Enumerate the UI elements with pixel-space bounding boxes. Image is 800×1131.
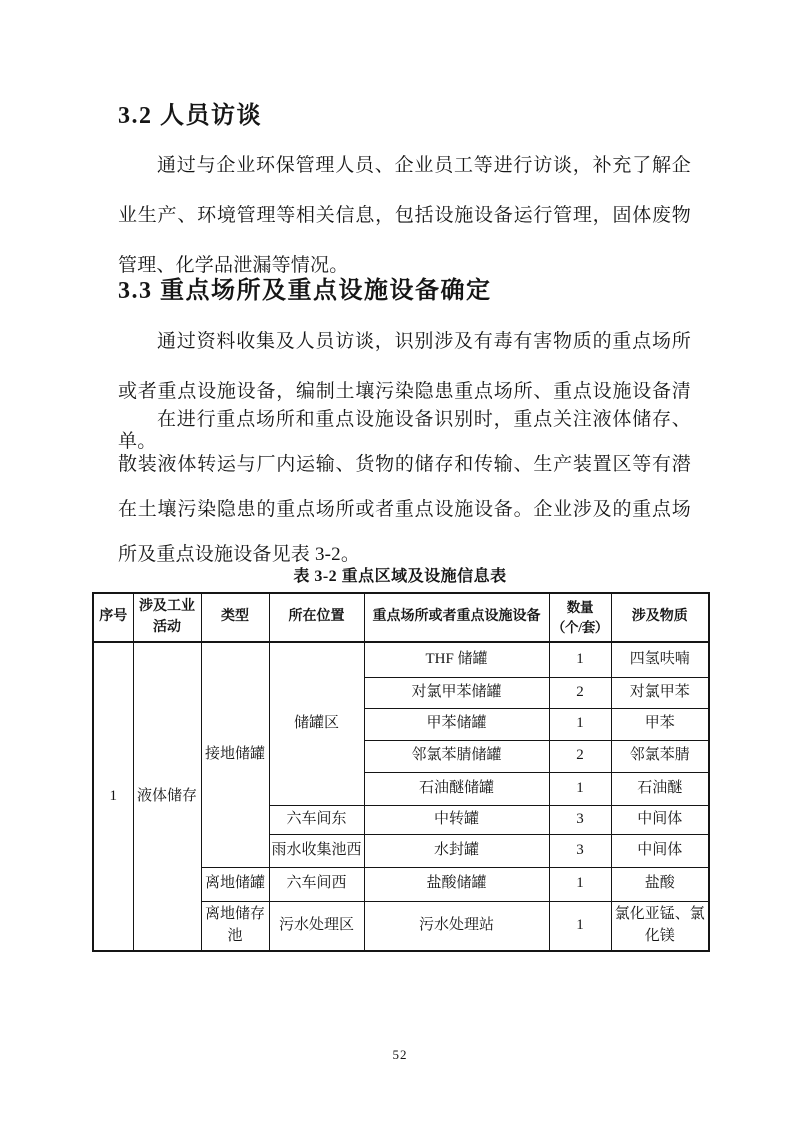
header-cell-activity: 涉及工业 活动	[133, 593, 201, 642]
cell-substance: 对氯甲苯	[611, 677, 709, 708]
table-header-row	[93, 593, 709, 642]
section-heading-3-2: 3.2 人员访谈	[118, 103, 262, 129]
page-number: 52	[392, 1047, 408, 1062]
cell-qty: 1	[549, 867, 611, 901]
cell-qty: 3	[549, 805, 611, 834]
cell-serial: 1	[93, 642, 133, 951]
cell-substance: 氯化亚锰、氯化镁	[611, 901, 709, 951]
cell-facility: 对氯甲苯储罐	[364, 677, 549, 708]
cell-facility: THF 储罐	[364, 642, 549, 677]
header-cell-quantity: 数量 （个/套）	[549, 593, 611, 642]
table-caption: 表 3-2 重点区域及设施信息表	[293, 568, 507, 585]
cell-substance: 邻氯苯腈	[611, 740, 709, 772]
paragraph-focus-areas: 在进行重点场所和重点设施设备识别时，重点关注液体储存、散装液体转运与厂内运输、货物的储存和传输、生产装置区等有潜在土壤污染隐患的重点场所或者重点设施设备。企业涉及的重点场所及重点设施设备见表 3-2。	[118, 409, 691, 565]
header-cell-serial: 序号	[93, 593, 133, 642]
cell-facility: 污水处理站	[364, 901, 549, 951]
cell-substance: 甲苯	[611, 708, 709, 740]
cell-substance: 四氢呋喃	[611, 642, 709, 677]
cell-type: 接地储罐	[201, 642, 269, 867]
cell-qty: 1	[549, 901, 611, 951]
cell-location: 雨水收集池西	[269, 834, 364, 867]
header-cell-location: 所在位置	[269, 593, 364, 642]
cell-facility: 中转罐	[364, 805, 549, 834]
table-row	[93, 642, 709, 677]
cell-location: 储罐区	[269, 642, 364, 805]
cell-activity: 液体储存	[133, 642, 201, 951]
header-cell-type: 类型	[201, 593, 269, 642]
cell-qty: 2	[549, 677, 611, 708]
cell-location: 六车间西	[269, 867, 364, 901]
cell-substance: 中间体	[611, 834, 709, 867]
cell-qty: 1	[549, 708, 611, 740]
cell-qty: 1	[549, 772, 611, 805]
header-cell-substance: 涉及物质	[611, 593, 709, 642]
cell-facility: 邻氯苯腈储罐	[364, 740, 549, 772]
cell-facility: 石油醚储罐	[364, 772, 549, 805]
cell-location: 污水处理区	[269, 901, 364, 951]
cell-qty: 1	[549, 642, 611, 677]
header-cell-facility: 重点场所或者重点设施设备	[364, 593, 549, 642]
cell-substance: 石油醚	[611, 772, 709, 805]
facilities-table	[92, 592, 710, 952]
paragraph-identification: 通过资料收集及人员访谈，识别涉及有毒有害物质的重点场所或者重点设施设备，编制土壤污染隐患重点场所、重点设施设备清单。	[118, 331, 691, 452]
section-heading-3-3: 3.3 重点场所及重点设施设备确定	[118, 278, 492, 304]
paragraph-interview: 通过与企业环保管理人员、企业员工等进行访谈，补充了解企业生产、环境管理等相关信息，包括设施设备运行管理，固体废物管理、化学品泄漏等情况。	[118, 155, 691, 276]
cell-location: 六车间东	[269, 805, 364, 834]
cell-substance: 中间体	[611, 805, 709, 834]
cell-qty: 3	[549, 834, 611, 867]
cell-substance: 盐酸	[611, 867, 709, 901]
cell-facility: 盐酸储罐	[364, 867, 549, 901]
cell-facility: 水封罐	[364, 834, 549, 867]
cell-facility: 甲苯储罐	[364, 708, 549, 740]
cell-type: 离地储存池	[201, 901, 269, 951]
cell-type: 离地储罐	[201, 867, 269, 901]
cell-qty: 2	[549, 740, 611, 772]
